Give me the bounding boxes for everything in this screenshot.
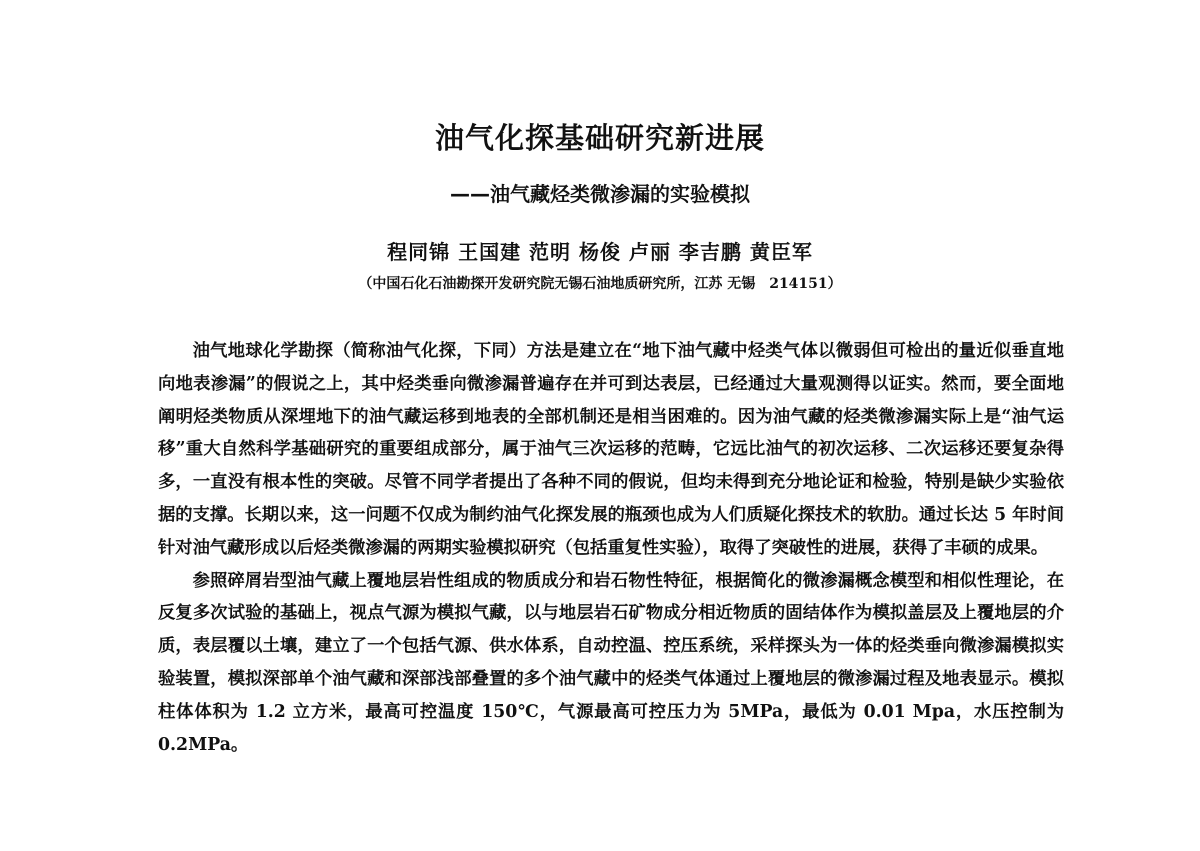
body-paragraph: 油气地球化学勘探（简称油气化探，下同）方法是建立在“地下油气藏中烃类气体以微弱但可检出的量近似垂直地向地表渗漏”的假说之上，其中烃类垂向微渗漏普遍存在并可到达表层，已经通过大量观测得以证实。然而，要全面地阐明烃类物质从深埋地下的油气藏运移到地表的全部机制还是相当困难的。因为油气藏的烃类微渗漏实际上是“油气运移”重大自然科学基础研究的重要组成部分，属于油气三次运移的范畴，它远比油气的初次运移、二次运移还要复杂得多，一直没有根本性的突破。尽管不同学者提出了各种不同的假说，但均未得到充分地论证和检验，特别是缺少实验依据的支撑。长期以来，这一问题不仅成为制约油气化探发展的瓶颈也成为人们质疑化探技术的软肋。通过长达 5 年时间针对油气藏形成以后烃类微渗漏的两期实验模拟研究（包括重复性实验），取得了突破性的进展，获得了丰硕的成果。 — [158, 341, 1064, 558]
paper-subtitle: ——油气藏烃类微渗漏的实验模拟 — [450, 182, 750, 206]
body-text — [158, 335, 1064, 761]
author-affiliation: （中国石化石油勘探开发研究院无锡石油地质研究所，江苏 无锡 214151） — [358, 276, 842, 292]
body-paragraph: 参照碎屑岩型油气藏上覆地层岩性组成的物质成分和岩石物性特征，根据简化的微渗漏概念模型和相似性理论，在反复多次试验的基础上，视点气源为模拟气藏，以与地层岩石矿物成分相近物质的固结体作为模拟盖层及上覆地层的介质，表层覆以土壤，建立了一个包括气源、供水体系，自动控温、控压系统，采样探头为一体的烃类垂向微渗漏模拟实验装置，模拟深部单个油气藏和深部浅部叠置的多个油气藏中的烃类气体通过上覆地层的微渗漏过程及地表显示。模拟柱体体积为 1.2 立方米，最高可控温度 150℃，气源最高可控压力为 5MPa，最低为 0.01 Mpa，水压控制为 0.2MPa。 — [158, 570, 1064, 755]
paper-title: 油气化探基础研究新进展 — [434, 121, 765, 155]
author-list: 程同锦 王国建 范明 杨俊 卢丽 李吉鹏 黄臣军 — [387, 240, 813, 264]
